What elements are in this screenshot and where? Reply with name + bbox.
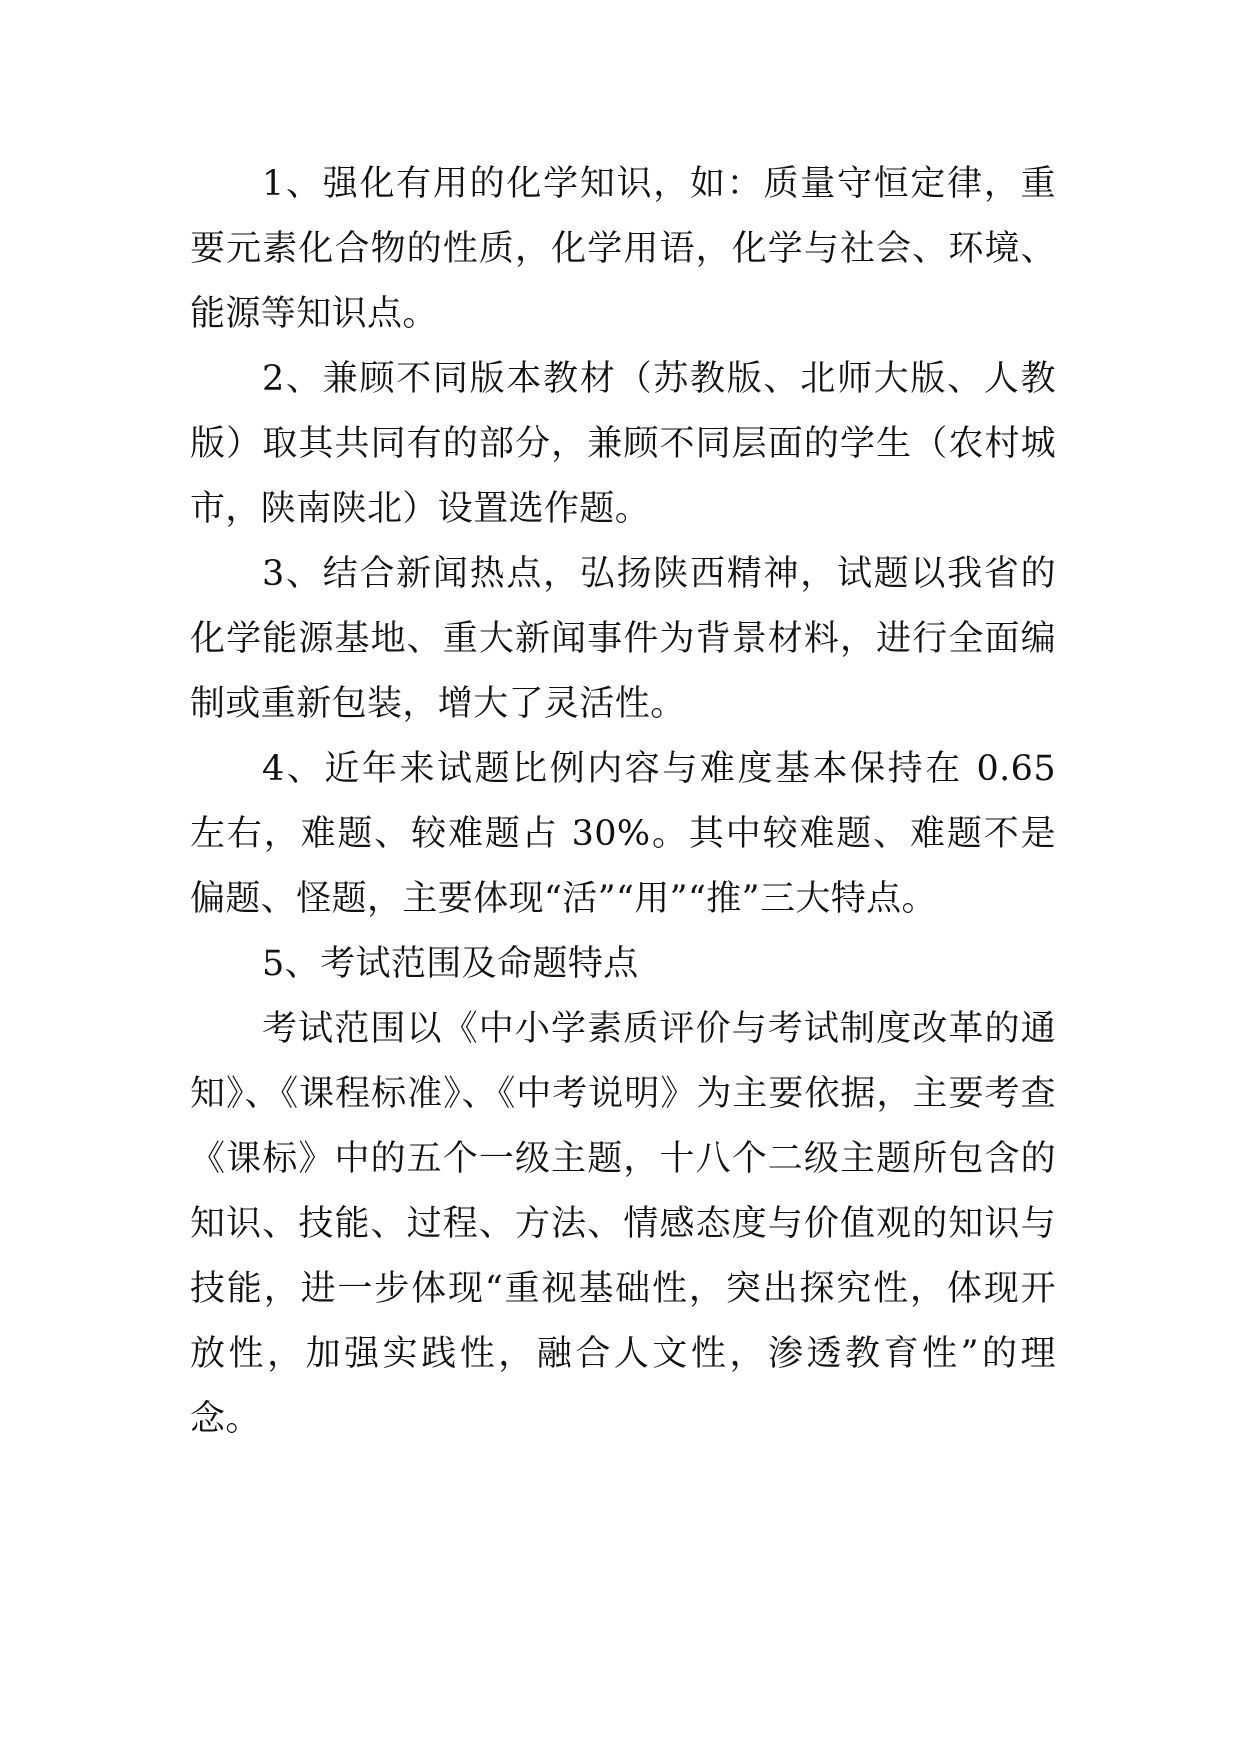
paragraph-4: 4、近年来试题比例内容与难度基本保持在 0.65 左右，难题、较难题占 30%。其中较难题、难题不是偏题、怪题，主要体现“活”“用”“推”三大特点。 bbox=[190, 749, 1056, 919]
paragraph-2: 2、兼顾不同版本教材（苏教版、北师大版、人教版）取其共同有的部分，兼顾不同层面的学生（农村城市，陕南陕北）设置选作题。 bbox=[190, 359, 1056, 529]
paragraph-1: 1、强化有用的化学知识，如：质量守恒定律，重要元素化合物的性质，化学用语，化学与社会、环境、能源等知识点。 bbox=[190, 164, 1056, 334]
document-body bbox=[190, 152, 1056, 1452]
section-heading-5: 5、考试范围及命题特点 bbox=[262, 944, 639, 984]
paragraph-exam-scope: 考试范围以《中小学素质评价与考试制度改革的通知》、《课程标准》、《中考说明》为主要依据，主要考查《课标》中的五个一级主题，十八个二级主题所包含的知识、技能、过程、方法、情感态度与价值观的知识与技能，进一步体现“重视基础性，突出探究性，体现开放性，加强实践性，融合人文性，渗透教育性”的理念。 bbox=[190, 1009, 1056, 1439]
paragraph-3: 3、结合新闻热点，弘扬陕西精神，试题以我省的化学能源基地、重大新闻事件为背景材料，进行全面编制或重新包装，增大了灵活性。 bbox=[190, 554, 1056, 724]
